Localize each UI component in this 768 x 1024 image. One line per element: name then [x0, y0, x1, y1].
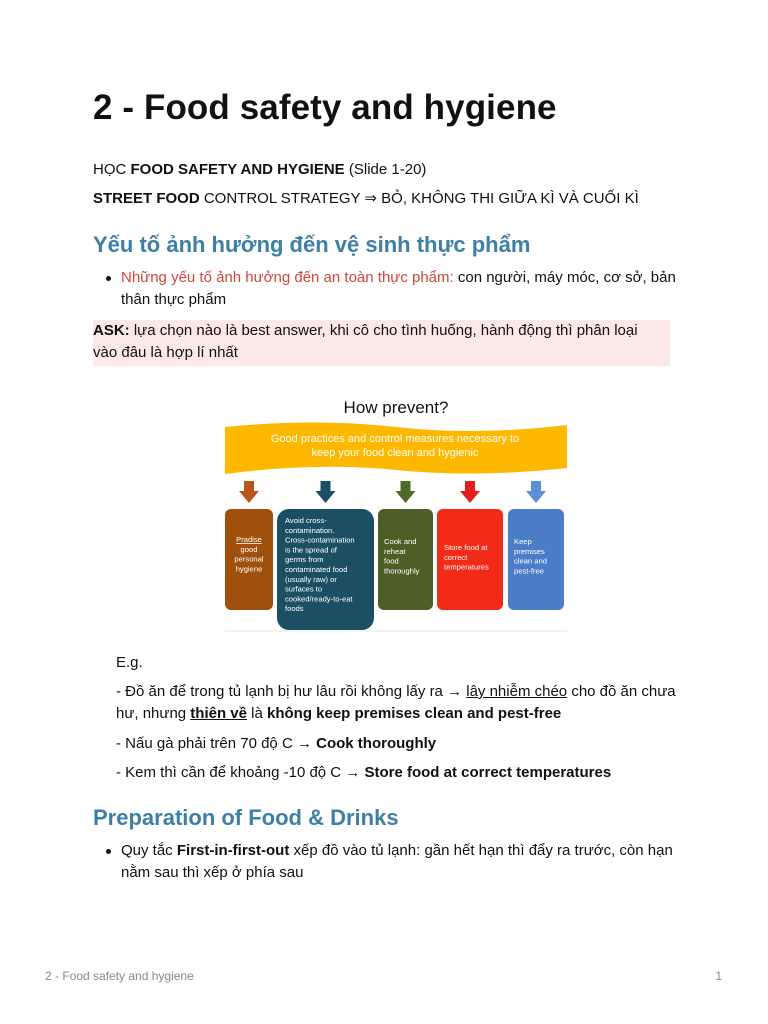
list-item — [93, 840, 678, 884]
ask-text: lựa chọn nào là best answer, khi cô cho tình huống, hành động thì phân loại vào đâu là hợp lí nhất — [93, 322, 638, 361]
example-text: - Nấu gà phải trên 70 độ C → — [116, 735, 317, 752]
ask-label: ASK: — [93, 322, 130, 339]
down-arrow-icon — [239, 481, 259, 503]
bullet-text: Quy tắc — [121, 842, 177, 859]
example-underlined: lây nhiễm chéo — [466, 683, 568, 700]
intro-bold: FOOD SAFETY AND HYGIENE — [130, 161, 345, 178]
bullet-bold: First-in-first-out — [176, 842, 290, 859]
example-bold: Cook thoroughly — [316, 735, 437, 752]
banner-text: keep your food clean and hygienic — [311, 447, 479, 459]
highlight-text: Những yếu tố ảnh hưởng đến an toàn thực phẩm: — [121, 269, 454, 286]
intro-text: (Slide 1-20) — [344, 161, 427, 178]
ask-callout — [93, 320, 670, 366]
intro-bold: STREET FOOD — [93, 190, 200, 207]
section-heading: Preparation of Food & Drinks — [93, 805, 399, 830]
banner-text: Good practices and control measures necessary to — [270, 433, 520, 445]
prevention-box-text: Store food at correct temperatures — [444, 543, 489, 572]
intro-text: HỌC — [93, 161, 131, 178]
intro-line-2 — [93, 188, 639, 210]
figure-title: How prevent? — [343, 398, 449, 417]
section-heading: Yếu tố ảnh hưởng đến vệ sinh thực phẩm — [93, 232, 531, 257]
example-text: - Đồ ăn để trong tủ lạnh bị hư lâu rồi không lấy ra → — [116, 683, 467, 700]
example-2 — [116, 733, 686, 755]
footer-title: 2 - Food safety and hygiene — [45, 969, 194, 983]
page-title: 2 - Food safety and hygiene — [93, 88, 557, 127]
down-arrow-icon — [460, 481, 480, 503]
prevention-box-text: Cook and reheat food thoroughly — [384, 537, 420, 576]
how-prevent-figure — [225, 392, 567, 632]
example-3 — [116, 762, 686, 784]
how-prevent-diagram — [225, 392, 567, 632]
example-1 — [116, 681, 686, 725]
intro-line-1 — [93, 159, 426, 181]
list-item — [93, 267, 678, 311]
bullet-text: con người, máy móc, cơ sở, bản thân thực phẩm — [121, 269, 676, 308]
page-number: 1 — [715, 969, 722, 983]
bullet-text: xếp đồ vào tủ lạnh: gần hết hạn thì đẩy ra trước, còn hạn nằm sau thì xếp ở phía sau — [121, 842, 673, 881]
down-arrow-icon — [526, 481, 546, 503]
bullet-list — [93, 840, 678, 884]
intro-text: CONTROL STRATEGY ⇒ BỎ, KHÔNG THI GIỮA KÌ VÀ CUỐI KÌ — [199, 190, 639, 207]
prevention-box-text: Pradise good personal hygiene — [234, 535, 264, 574]
example-label: E.g. — [116, 654, 143, 671]
example-bold: Store food at correct temperatures — [364, 764, 612, 781]
example-text: cho đồ ăn chưa hư, nhưng — [116, 683, 676, 722]
example-bold: không keep premises clean and pest-free — [267, 705, 562, 722]
bullet-list — [93, 267, 678, 311]
down-arrow-icon — [316, 481, 336, 503]
example-text: là — [246, 705, 267, 722]
prevention-box-text: Keep premises clean and pest-free — [514, 537, 547, 576]
prevention-box-text: Avoid cross-contamination. Cross-contamination is the spread of germs from contaminated food (usually raw) or surfaces to cooked/ready-to-eat foods — [285, 516, 355, 614]
example-text: - Kem thì cần để khoảng -10 độ C → — [116, 764, 365, 781]
down-arrow-icon — [396, 481, 416, 503]
example-bold-underlined: thiên về — [190, 705, 247, 722]
